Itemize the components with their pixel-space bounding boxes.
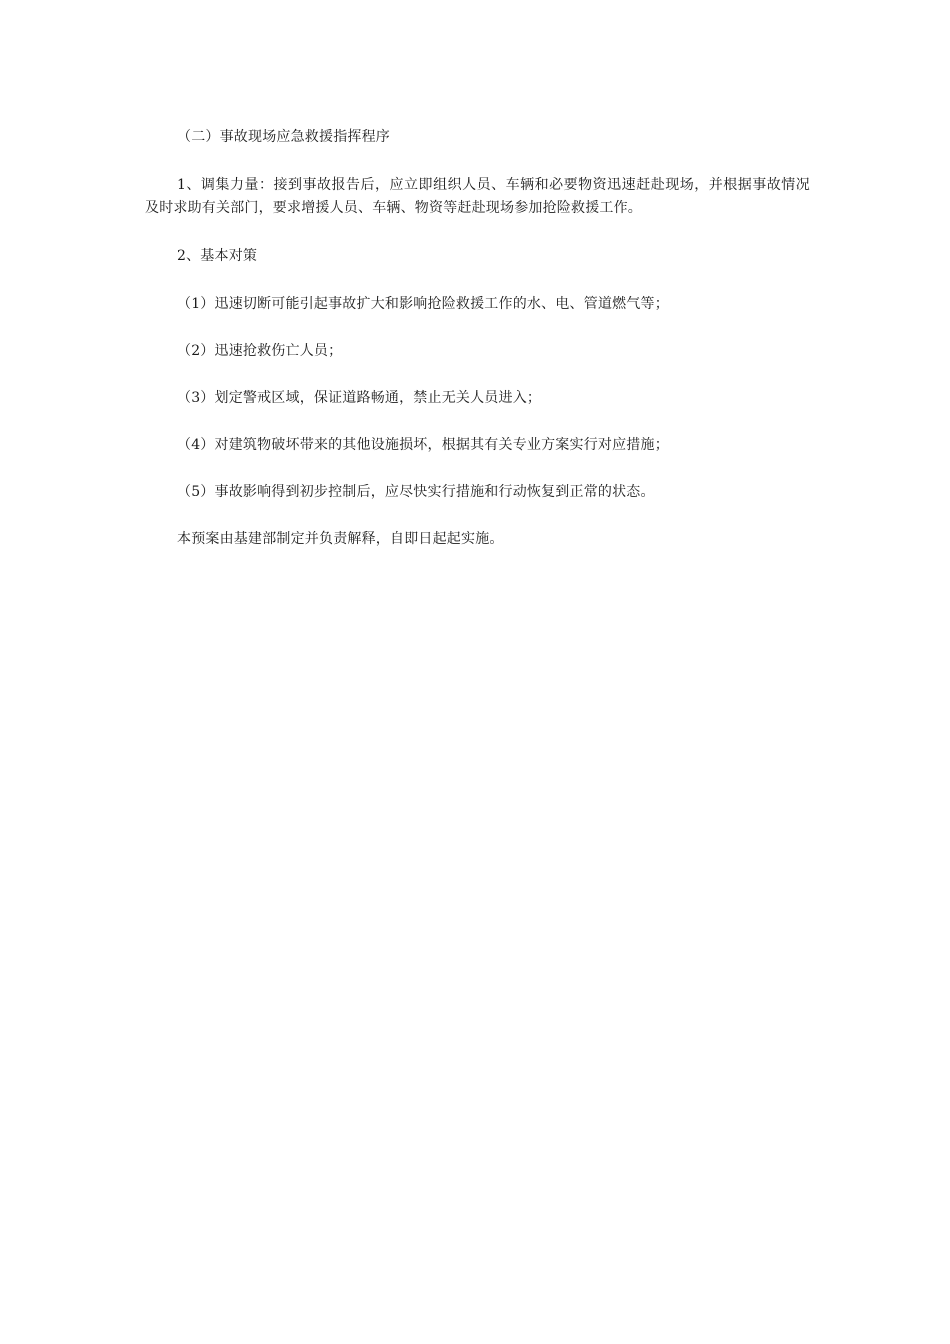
measure-5: （5）事故影响得到初步控制后，应尽快实行措施和行动恢复到正常的状态。 — [177, 484, 655, 500]
closing-statement: 本预案由基建部制定并负责解释，自即日起起实施。 — [177, 531, 504, 547]
paragraph-item-1: 1、调集力量：接到事故报告后，应立即组织人员、车辆和必要物资迅速赶赴现场，并根据事故情况及时求助有关部门，要求增援人员、车辆、物资等赶赴现场参加抢险救援工作。 — [145, 177, 810, 216]
measure-1: （1）迅速切断可能引起事故扩大和影响抢险救援工作的水、电、管道燃气等； — [177, 296, 669, 312]
paragraph-item-2: 2、基本对策 — [177, 248, 258, 264]
measure-4: （4）对建筑物破坏带来的其他设施损坏，根据其有关专业方案实行对应措施； — [177, 437, 669, 453]
measure-3: （3）划定警戒区域，保证道路畅通，禁止无关人员进入； — [177, 390, 542, 406]
document-body — [145, 126, 810, 551]
measure-2: （2）迅速抢救伤亡人员； — [177, 343, 343, 359]
section-heading: （二）事故现场应急救援指挥程序 — [177, 129, 390, 145]
